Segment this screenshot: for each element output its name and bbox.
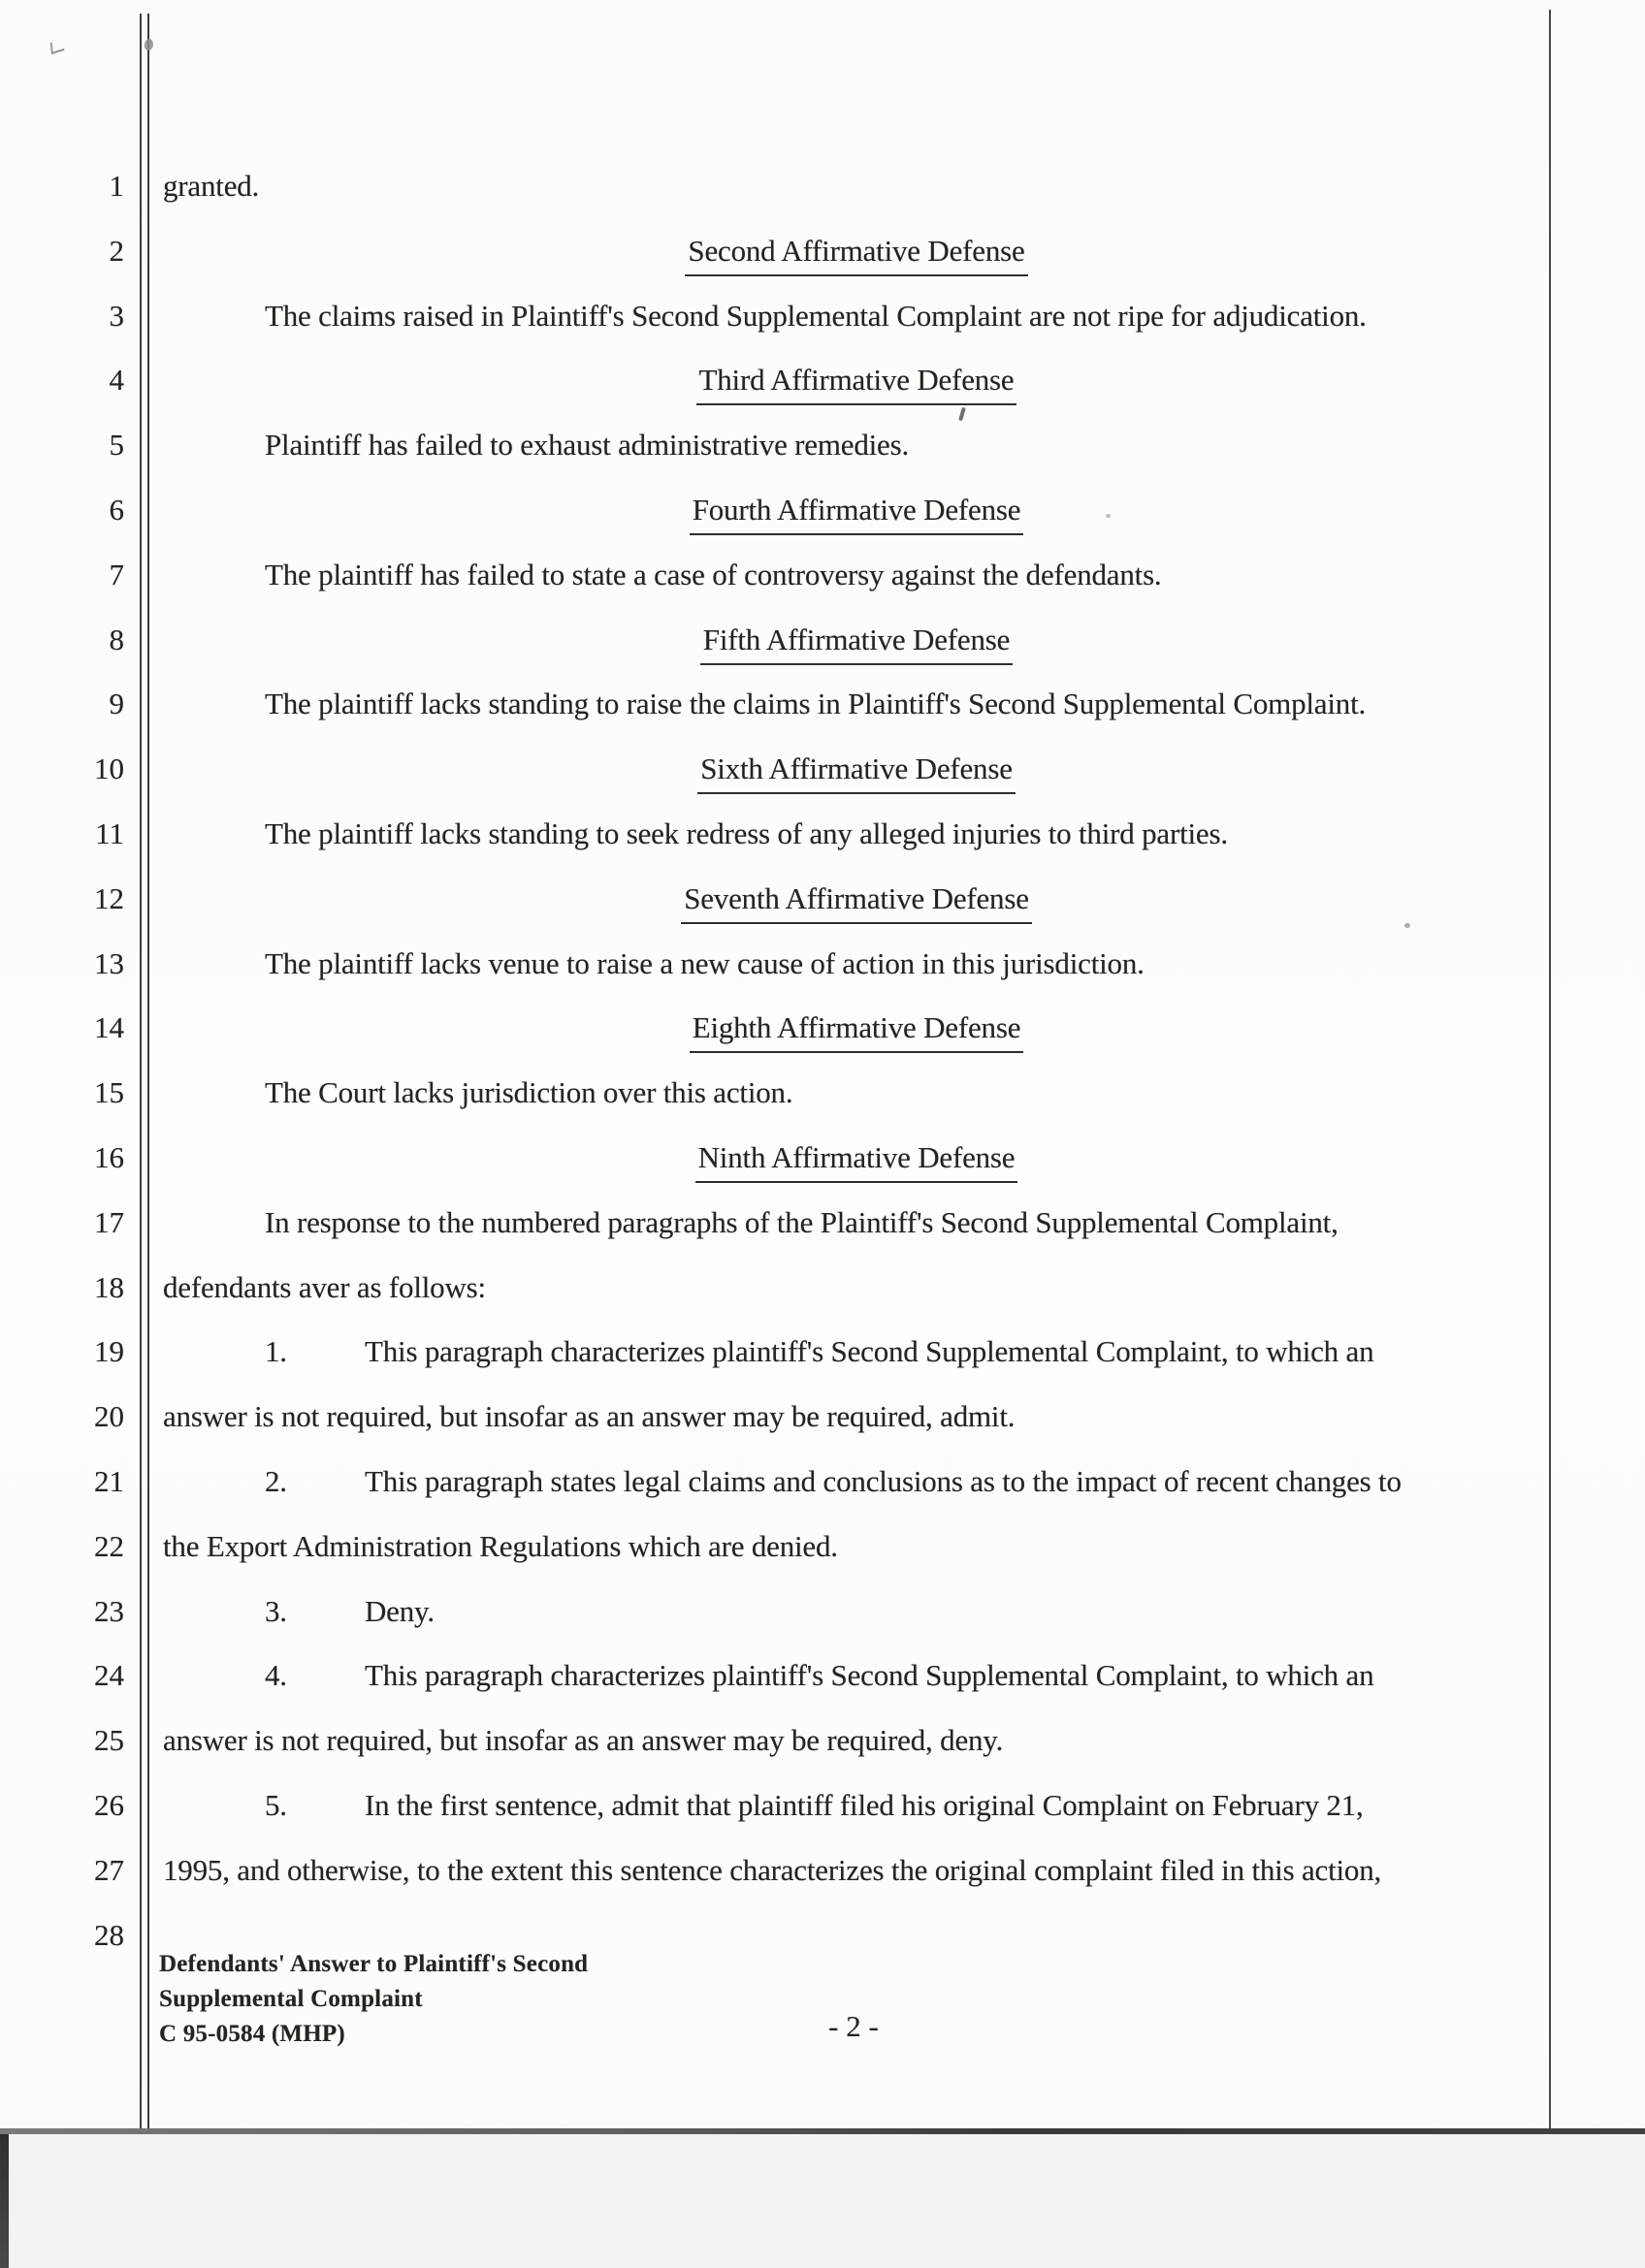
body-text: 1995, and otherwise, to the extent this sentence characterizes the original complaint filed in this action, xyxy=(163,1853,1382,1887)
pleading-line xyxy=(0,813,1645,855)
body-text: The plaintiff lacks standing to seek redress of any alleged injuries to third parties. xyxy=(265,816,1228,850)
body-text: granted. xyxy=(163,169,260,203)
footer-document-title-line2: Supplemental Complaint xyxy=(159,1986,423,2012)
heading-second-affirmative-defense: Second Affirmative Defense xyxy=(685,230,1027,276)
body-text: This paragraph states legal claims and conclusions as to the impact of recent changes to xyxy=(365,1464,1402,1498)
line-number: 3 xyxy=(109,299,124,333)
line-number: 9 xyxy=(109,687,124,720)
pleading-line xyxy=(0,1006,1645,1049)
pleading-line xyxy=(0,1136,1645,1179)
line-number: 16 xyxy=(94,1140,124,1174)
pleading-line xyxy=(0,1460,1645,1503)
line-number: 13 xyxy=(94,946,124,980)
heading-wrap xyxy=(163,748,1550,794)
line-number: 27 xyxy=(94,1853,124,1887)
scan-artifact-rule-top-blob xyxy=(144,38,155,51)
line-number: 17 xyxy=(94,1205,124,1239)
line-number: 14 xyxy=(94,1010,124,1044)
item-number: 4. xyxy=(265,1658,287,1692)
line-number: 10 xyxy=(94,751,124,785)
heading-third-affirmative-defense: Third Affirmative Defense xyxy=(696,359,1017,405)
line-number: 20 xyxy=(94,1399,124,1433)
item-number: 5. xyxy=(265,1788,287,1822)
line-number: 23 xyxy=(94,1594,124,1628)
line-number: 26 xyxy=(94,1788,124,1822)
heading-fifth-affirmative-defense: Fifth Affirmative Defense xyxy=(700,619,1013,665)
pleading-line xyxy=(0,748,1645,790)
footer-case-number: C 95-0584 (MHP) xyxy=(159,2021,345,2047)
body-text: The plaintiff lacks venue to raise a new cause of action in this jurisdiction. xyxy=(265,946,1145,980)
line-number: 11 xyxy=(95,816,124,850)
heading-wrap xyxy=(163,359,1550,405)
pleading-line xyxy=(0,554,1645,596)
pleading-line xyxy=(0,1849,1645,1892)
line-number: 25 xyxy=(94,1723,124,1757)
pleading-line xyxy=(0,295,1645,337)
heading-seventh-affirmative-defense: Seventh Affirmative Defense xyxy=(681,878,1032,924)
line-number: 15 xyxy=(94,1075,124,1109)
body-text: Deny. xyxy=(365,1594,435,1628)
pleading-line xyxy=(0,359,1645,401)
line-number: 1 xyxy=(109,169,124,203)
body-text: In response to the numbered paragraphs of the Plaintiff's Second Supplemental Complaint, xyxy=(265,1205,1339,1239)
heading-wrap xyxy=(163,1006,1550,1053)
line-number: 18 xyxy=(94,1270,124,1304)
heading-wrap xyxy=(163,619,1550,665)
pleading-line xyxy=(0,1654,1645,1697)
line-number: 24 xyxy=(94,1658,124,1692)
pleading-line xyxy=(0,619,1645,661)
body-text: The claims raised in Plaintiff's Second Supplemental Complaint are not ripe for adjudication. xyxy=(265,299,1367,333)
pleading-line xyxy=(0,1719,1645,1762)
scan-artifact-pencil-mark xyxy=(50,39,65,55)
line-number: 19 xyxy=(94,1334,124,1368)
pleading-line xyxy=(0,489,1645,531)
pleading-line xyxy=(0,1590,1645,1633)
heading-wrap xyxy=(163,230,1550,276)
pleading-line xyxy=(0,1071,1645,1114)
pleading-line xyxy=(0,878,1645,920)
item-number: 2. xyxy=(265,1464,287,1498)
body-text: The plaintiff lacks standing to raise the claims in Plaintiff's Second Supplemental Complaint. xyxy=(265,687,1367,720)
body-text: In the first sentence, admit that plaintiff filed his original Complaint on February 21, xyxy=(365,1788,1364,1822)
body-text: The Court lacks jurisdiction over this action. xyxy=(265,1075,793,1109)
body-text: the Export Administration Regulations which are denied. xyxy=(163,1529,838,1563)
heading-ninth-affirmative-defense: Ninth Affirmative Defense xyxy=(695,1136,1018,1183)
item-number: 1. xyxy=(265,1334,287,1368)
scan-edge-strip xyxy=(0,2134,9,2268)
heading-wrap xyxy=(163,489,1550,535)
body-text: answer is not required, but insofar as an answer may be required, deny. xyxy=(163,1723,1004,1757)
line-number: 6 xyxy=(109,493,124,527)
pleading-line xyxy=(0,230,1645,272)
line-number: 7 xyxy=(109,558,124,591)
pleading-line xyxy=(0,1330,1645,1373)
pleading-line xyxy=(0,424,1645,466)
item-number: 3. xyxy=(265,1594,287,1628)
line-number: 12 xyxy=(94,881,124,915)
line-number: 2 xyxy=(109,234,124,268)
pleading-line xyxy=(0,683,1645,725)
page-number: - 2 - xyxy=(828,2009,879,2043)
pleading-line xyxy=(0,1266,1645,1309)
pleading-line xyxy=(0,165,1645,208)
heading-fourth-affirmative-defense: Fourth Affirmative Defense xyxy=(690,489,1024,535)
pleading-line xyxy=(0,1201,1645,1244)
pleading-line xyxy=(0,1395,1645,1438)
heading-eighth-affirmative-defense: Eighth Affirmative Defense xyxy=(690,1006,1024,1053)
body-text: The plaintiff has failed to state a case of controversy against the defendants. xyxy=(265,558,1162,591)
footer-title-block xyxy=(159,1947,588,2052)
pleading-line xyxy=(0,1525,1645,1568)
heading-wrap xyxy=(163,878,1550,924)
body-text: This paragraph characterizes plaintiff's Second Supplemental Complaint, to which an xyxy=(365,1658,1374,1692)
line-number: 5 xyxy=(109,428,124,462)
body-text: defendants aver as follows: xyxy=(163,1270,486,1304)
heading-wrap xyxy=(163,1136,1550,1183)
body-text: Plaintiff has failed to exhaust administrative remedies. xyxy=(265,428,910,462)
line-number: 22 xyxy=(94,1529,124,1563)
pleading-line xyxy=(0,942,1645,985)
line-number: 28 xyxy=(94,1918,124,1952)
footer-document-title-line1: Defendants' Answer to Plaintiff's Second xyxy=(159,1951,589,1977)
body-text: answer is not required, but insofar as an answer may be required, admit. xyxy=(163,1399,1016,1433)
heading-sixth-affirmative-defense: Sixth Affirmative Defense xyxy=(697,748,1016,794)
scan-background-below-page xyxy=(0,2134,1645,2268)
scan-artifact-tick xyxy=(958,407,966,422)
line-number: 8 xyxy=(109,623,124,656)
line-number: 4 xyxy=(109,363,124,397)
pleading-line xyxy=(0,1784,1645,1827)
line-number: 21 xyxy=(94,1464,124,1498)
body-text: This paragraph characterizes plaintiff's Second Supplemental Complaint, to which an xyxy=(365,1334,1374,1368)
